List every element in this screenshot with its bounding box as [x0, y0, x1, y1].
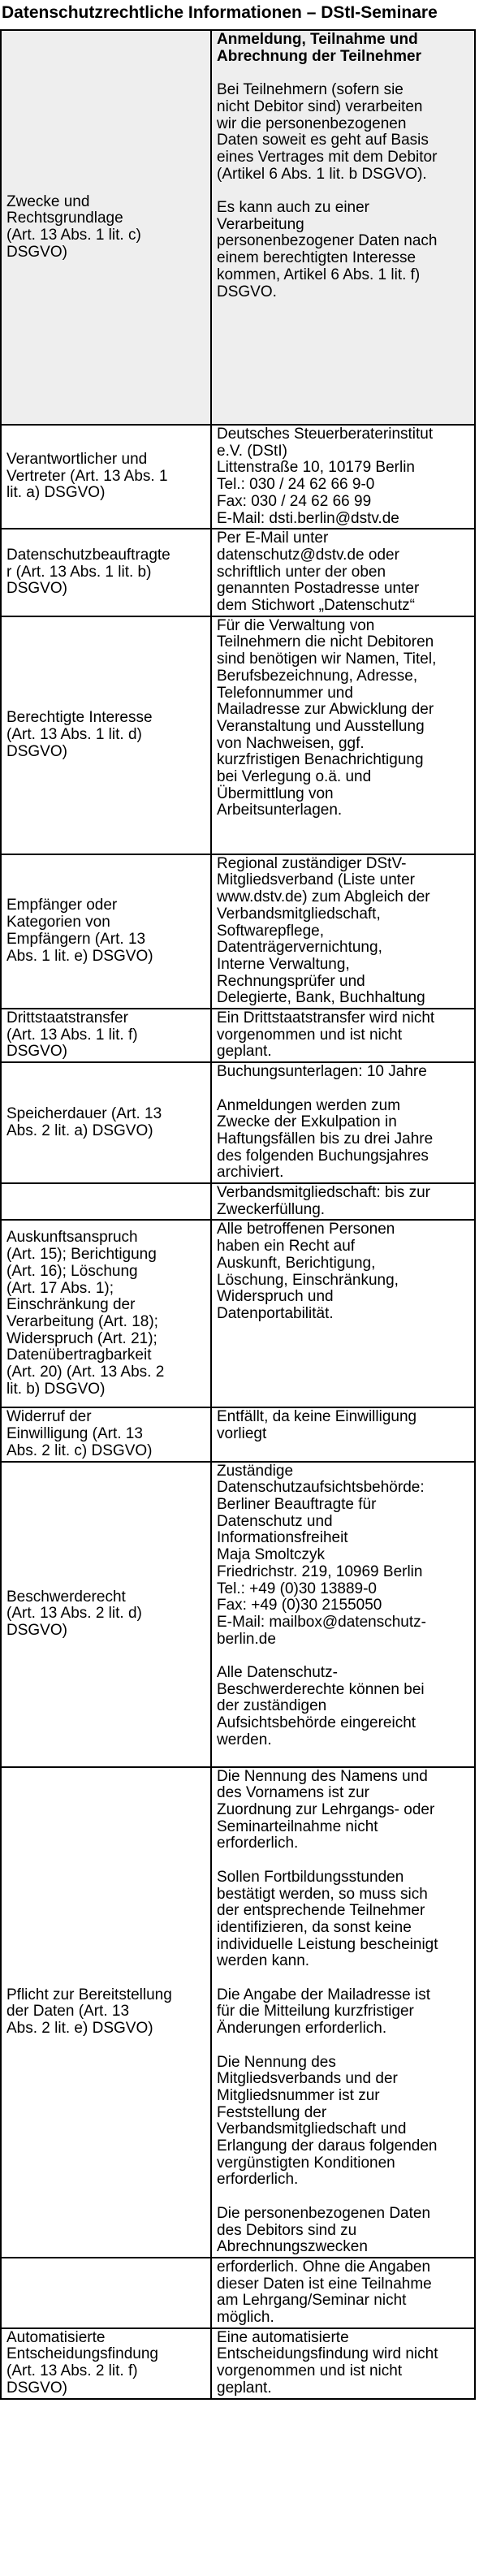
row-label: Speicherdauer (Art. 13 Abs. 2 lit. a) DSGVO) — [6, 1104, 162, 1139]
table-row — [1, 1183, 475, 1220]
row-label: Auskunftsanspruch (Art. 15); Berichtigung (Art. 16); Löschung (Art. 17 Abs. 1); Einschränkung der Verarbeitung (Art. 18); Widerspruch (Art. 21); Datenübertragbarkeit (Art. 20) (Art. 13 Abs. 2 lit. b) DSGVO) — [6, 1229, 165, 1398]
table-row — [1, 30, 475, 425]
row-content-cell — [211, 1462, 475, 1767]
row-paragraph: Ein Drittstaatstransfer wird nicht vorgenommen und ist nicht geplant. — [217, 1009, 435, 1061]
table-row — [1, 1062, 475, 1183]
row-paragraph: Deutsches Steuerberaterinstitut e.V. (DStI) Littenstraße 10, 10179 Berlin Tel.: 030 / 24 62 66 9-0 Fax: 030 / 24 62 66 99 E-Mail: dsti.berlin@dstv.de — [217, 426, 434, 527]
row-paragraph: Für die Verwaltung von Teilnehmern die nicht Debitoren sind benötigen wir Namen, Titel, Berufsbezeichnung, Adresse, Telefonnummer und Mailadresse zur Abwicklung der Veranstaltung und Ausstellung von Nachweisen, ggf. kurzfristigen Benachrichtigung bei Verlegung o.ä. und Übermittlung von Arbeitsunterlagen. — [217, 616, 437, 819]
table-row — [1, 616, 475, 854]
row-label-cell — [1, 1462, 211, 1767]
row-paragraph: Anmeldungen werden zum Zwecke der Exkulpation in Haftungsfällen bis zu drei Jahre des folgenden Buchungsjahres archiviert. — [217, 1096, 434, 1182]
row-label-cell — [1, 425, 211, 529]
table-row — [1, 1407, 475, 1461]
row-paragraph: Sollen Fortbildungsstunden bestätigt werden, so muss sich der entsprechende Teilnehmer identifizieren, da sonst keine individuelle Leistung bescheinigt werden kann. — [217, 1868, 438, 1970]
row-paragraph: Die Nennung des Namens und des Vornamens ist zur Zuordnung zur Lehrgangs- oder Seminarteilnahme nicht erforderlich. — [217, 1767, 435, 1852]
row-paragraph: Es kann auch zu einer Verarbeitung personenbezogener Daten nach einem berechtigten Interesse kommen, Artikel 6 Abs. 1 lit. f) DSGVO. — [217, 199, 438, 300]
row-content-cell — [211, 425, 475, 529]
row-label: Zwecke und Rechtsgrundlage (Art. 13 Abs. 1 lit. c) DSGVO) — [6, 192, 141, 261]
privacy-info-table — [0, 29, 476, 2400]
row-label-cell — [1, 1767, 211, 2258]
row-label: Empfänger oder Kategorien von Empfängern (Art. 13 Abs. 1 lit. e) DSGVO) — [6, 897, 153, 965]
row-label-cell — [1, 616, 211, 854]
row-content-cell — [211, 1767, 475, 2258]
page-title: Datenschutzrechtliche Informationen – DStI-Seminare — [2, 3, 438, 22]
row-label-cell — [1, 854, 211, 1009]
row-label-cell — [1, 2328, 211, 2399]
table-row — [1, 1009, 475, 1062]
row-paragraph: Die Nennung des Mitgliedsverbands und der Mitgliedsnummer ist zur Feststellung der Verbandsmitgliedschaft und Erlangung der daraus folgenden vergünstigten Konditionen erforderlich. — [217, 2053, 438, 2189]
row-paragraph: Die Angabe der Mailadresse ist für die Mitteilung kurzfristiger Änderungen erforderlich. — [217, 1986, 430, 2038]
row-label-cell — [1, 1407, 211, 1461]
row-content-cell — [211, 616, 475, 854]
row-paragraph: Alle betroffenen Personen haben ein Recht auf Auskunft, Berichtigung, Löschung, Einschränkung, Widerspruch und Datenportabilität. — [217, 1221, 399, 1322]
row-label: Widerruf der Einwilligung (Art. 13 Abs. 2 lit. c) DSGVO) — [6, 1408, 153, 1459]
table-row — [1, 2328, 475, 2399]
row-label: Beschwerderecht (Art. 13 Abs. 2 lit. d) DSGVO) — [6, 1588, 142, 1639]
row-label-cell — [1, 2258, 211, 2328]
row-content-cell — [211, 1062, 475, 1183]
table-row — [1, 529, 475, 616]
section-heading: Anmeldung, Teilnahme und Abrechnung der Teilnehmer — [217, 31, 421, 65]
row-paragraph: Entfällt, da keine Einwilligung vorliegt — [217, 1408, 417, 1443]
row-paragraph: Die personenbezogenen Daten des Debitors sind zu Abrechnungszwecken — [217, 2204, 431, 2256]
row-content-cell — [211, 1183, 475, 1220]
row-label: Verantwortlicher und Vertreter (Art. 13 Abs. 1 lit. a) DSGVO) — [6, 451, 168, 502]
row-paragraph: Eine automatisierte Entscheidungsfindung wird nicht vorgenommen und ist nicht geplant. — [217, 2328, 438, 2397]
row-label-cell — [1, 1009, 211, 1062]
row-label: Datenschutzbeauftragte r (Art. 13 Abs. 1 lit. b) DSGVO) — [6, 546, 170, 598]
row-content-cell — [211, 2258, 475, 2328]
table-row — [1, 1220, 475, 1407]
row-label-cell — [1, 529, 211, 616]
row-label: Berechtigte Interesse (Art. 13 Abs. 1 lit. d) DSGVO) — [6, 709, 153, 760]
table-row — [1, 425, 475, 529]
row-label-cell — [1, 30, 211, 425]
row-paragraph: Alle Datenschutz- Beschwerderechte können bei der zuständigen Aufsichtsbehörde eingereicht werden. — [217, 1664, 425, 1748]
table-row — [1, 1462, 475, 1767]
row-paragraph: Verbandsmitgliedschaft: bis zur Zweckerfüllung. — [217, 1184, 430, 1218]
row-paragraph: Buchungsunterlagen: 10 Jahre — [217, 1063, 427, 1081]
row-label: Automatisierte Entscheidungsfindung (Art. 13 Abs. 2 lit. f) DSGVO) — [6, 2328, 158, 2397]
table-row — [1, 1767, 475, 2258]
row-content-cell — [211, 30, 475, 425]
row-label-cell — [1, 1062, 211, 1183]
row-content-cell — [211, 529, 475, 616]
row-content-cell — [211, 2328, 475, 2399]
table-row — [1, 2258, 475, 2328]
row-label-cell — [1, 1183, 211, 1220]
row-paragraph: Zuständige Datenschutzaufsichtsbehörde: Berliner Beauftragte für Datenschutz und Informationsfreiheit Maja Smoltczyk Friedrichstr. 219, 10969 Berlin Tel.: +49 (0)30 13889-0 Fax: +49 (0)30 2155050 E-Mail: mailbox@datenschutz- berlin.de — [217, 1462, 426, 1648]
row-paragraph: erforderlich. Ohne die Angaben dieser Daten ist eine Teilnahme am Lehrgang/Seminar nicht möglich. — [217, 2258, 432, 2327]
row-content-cell — [211, 1009, 475, 1062]
row-paragraph: Per E-Mail unter datenschutz@dstv.de oder schriftlich unter der oben genannten Postadresse unter dem Stichwort „Datenschutz“ — [217, 529, 420, 615]
table-row — [1, 854, 475, 1009]
row-label-cell — [1, 1220, 211, 1407]
row-content-cell — [211, 1220, 475, 1407]
row-content-cell — [211, 854, 475, 1009]
row-content-cell — [211, 1407, 475, 1461]
row-label: Pflicht zur Bereitstellung der Daten (Art. 13 Abs. 2 lit. e) DSGVO) — [6, 1986, 172, 2038]
row-paragraph: Regional zuständiger DStV- Mitgliedsverband (Liste unter www.dstv.de) zum Abgleich der Verbandsmitgliedschaft, Softwarepflege, Datenträgervernichtung, Interne Verwaltung, Rechnungsprüfer und Delegierte, Bank, Buchhaltung — [217, 854, 430, 1007]
row-paragraph: Bei Teilnehmern (sofern sie nicht Debitor sind) verarbeiten wir die personenbezogenen Daten soweit es geht auf Basis eines Vertrages mit dem Debitor (Artikel 6 Abs. 1 lit. b DSGVO). — [217, 81, 438, 183]
row-label: Drittstaatstransfer (Art. 13 Abs. 1 lit. f) DSGVO) — [6, 1009, 138, 1061]
